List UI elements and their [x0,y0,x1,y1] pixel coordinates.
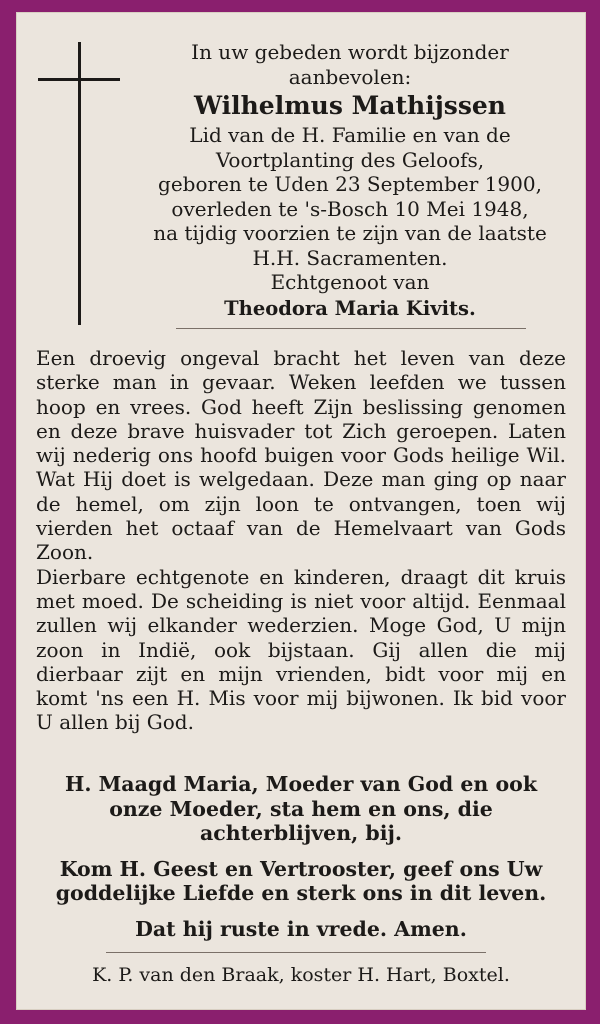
divider [106,952,486,953]
membership-text: Lid van de H. Familie en van de Voortplanting des Geloofs, [189,123,511,172]
divider [176,328,526,329]
memorial-text [36,346,566,735]
cross-icon [78,42,81,325]
prayers [36,772,566,952]
birth-text: geboren te Uden 23 September 1900, [158,172,542,196]
memorial-card [16,12,586,1010]
spouse-label: Echtgenoot van [270,270,430,294]
paragraph-farewell: Dierbare echtgenote en kinderen, draagt dit kruis met moed. De scheiding is niet voor altijd. Eenmaal zullen wij elkander wederzien. Moge God, U mijn zoon in Indië, ook bijstaan. Gij allen die mij dierbaar zijt en mijn vrienden, bidt voor mij en komt 'ns een H. Mis voor mij bijwonen. Ik bid voor U allen bij God. [36,564,566,735]
deceased-name: Wilhelmus Mathijssen [194,91,506,120]
intro-text: In uw gebeden wordt bijzonder aanbevolen: [191,40,509,89]
prayer-rest: Dat hij ruste in vrede. Amen. [135,916,467,941]
printer-credit: K. P. van den Braak, koster H. Hart, Boxtel. [92,964,510,986]
death-text: overleden te 's-Bosch 10 Mei 1948, [171,196,529,221]
paragraph-accident: Een droevig ongeval bracht het leven van deze sterke man in gevaar. Weken leefden we tussen hoop en vrees. God heeft Zijn beslissing genomen en deze brave huisvader tot Zich geroepen. Laten wij nederig ons hoofd buigen voor Gods heilige Wil. Wat Hij doet is welgedaan. Deze man ging op naar de hemel, om zijn loon te ontvangen, toen wij vierden het octaaf van de Hemelvaart van Gods Zoon. [36,346,566,565]
prayer-holy-spirit: Kom H. Geest en Vertrooster, geef ons Uw goddelijke Liefde en sterk ons in dit leven. [55,856,547,905]
prayer-mary: H. Maagd Maria, Moeder van God en ook onze Moeder, sta hem en ons, die achterblijven, bij. [64,772,538,845]
spouse-name: Theodora Maria Kivits. [224,296,476,320]
cross-icon-beam [38,78,120,81]
sacraments-text: na tijdig voorzien te zijn van de laatste H.H. Sacramenten. [153,221,547,270]
memorial-header [136,40,564,321]
